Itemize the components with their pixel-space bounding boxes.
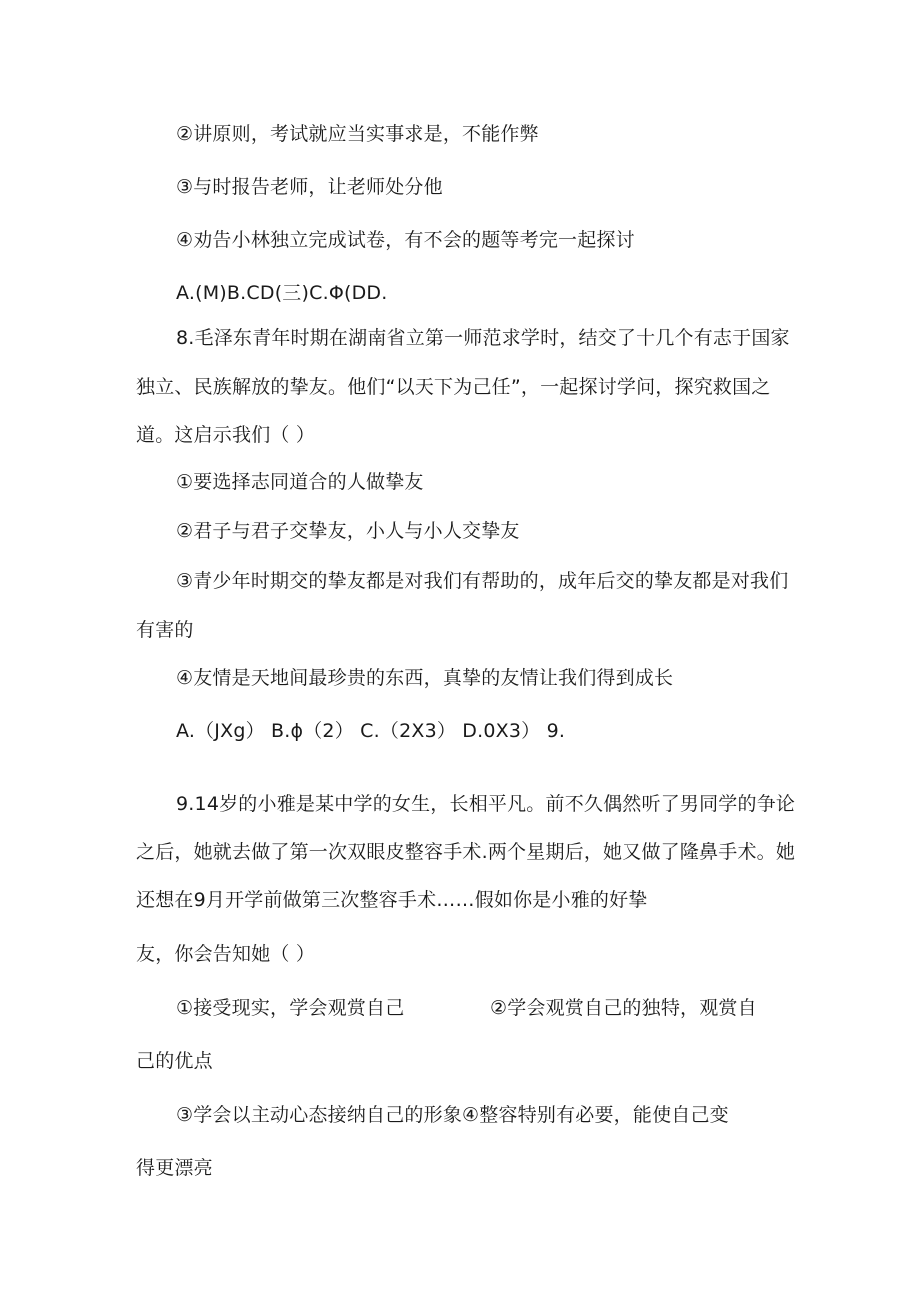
q9-options-3-4-line-2: 得更漂亮: [136, 1157, 213, 1179]
q9-option-1: ①接受现实，学会观赏自己: [176, 997, 405, 1019]
q9-stem-line-1: 9.14岁的小雅是某中学的女生，长相平凡。前不久偶然听了男同学的争论: [176, 793, 796, 815]
q8-option-3-line-2: 有害的: [136, 619, 194, 641]
q9-options-3-4-line-1: ③学会以主动心态接纳自己的形象④整容特别有必要，能使自己变: [176, 1104, 729, 1126]
q8-stem-line-2: 独立、民族解放的挚友。他们“以天下为己任”，一起探讨学问，探究救国之: [136, 376, 771, 398]
q8-option-2: ②君子与君子交挚友，小人与小人交挚友: [176, 520, 520, 542]
q9-stem-line-4: 友，你会告知她（ ）: [136, 943, 316, 965]
q7-option-3: ③与时报告老师，让老师处分他: [176, 176, 443, 198]
q8-answer-choices: A.（JXg） B.ϕ（2） C.（2X3） D.0X3） 9.: [176, 720, 566, 742]
q8-option-3-line-1: ③青少年时期交的挚友都是对我们有帮助的，成年后交的挚友都是对我们: [176, 570, 789, 592]
q9-stem-line-2: 之后，她就去做了第一次双眼皮整容手术.两个星期后，她又做了隆鼻手术。她: [136, 841, 796, 863]
q7-answer-choices: A.(M)B.CD(三)C.Φ(DD.: [176, 282, 388, 304]
q9-option-2-line-2: 己的优点: [136, 1050, 213, 1072]
q8-stem-line-3: 道。这启示我们（ ）: [136, 424, 316, 446]
q9-stem-line-3: 还想在9月开学前做第三次整容手术……假如你是小雅的好挚: [136, 889, 648, 911]
q8-option-4: ④友情是天地间最珍贵的东西，真挚的友情让我们得到成长: [176, 667, 674, 689]
q8-option-1: ①要选择志同道合的人做挚友: [176, 471, 424, 493]
q7-option-2: ②讲原则，考试就应当实事求是，不能作弊: [176, 123, 539, 145]
q9-option-2-line-1: ②学会观赏自己的独特，观赏自: [490, 997, 757, 1019]
q8-stem-line-1: 8.毛泽东青年时期在湖南省立第一师范求学时，结交了十几个有志于国家: [176, 327, 790, 349]
q7-option-4: ④劝告小林独立完成试卷，有不会的题等考完一起探讨: [176, 229, 635, 251]
